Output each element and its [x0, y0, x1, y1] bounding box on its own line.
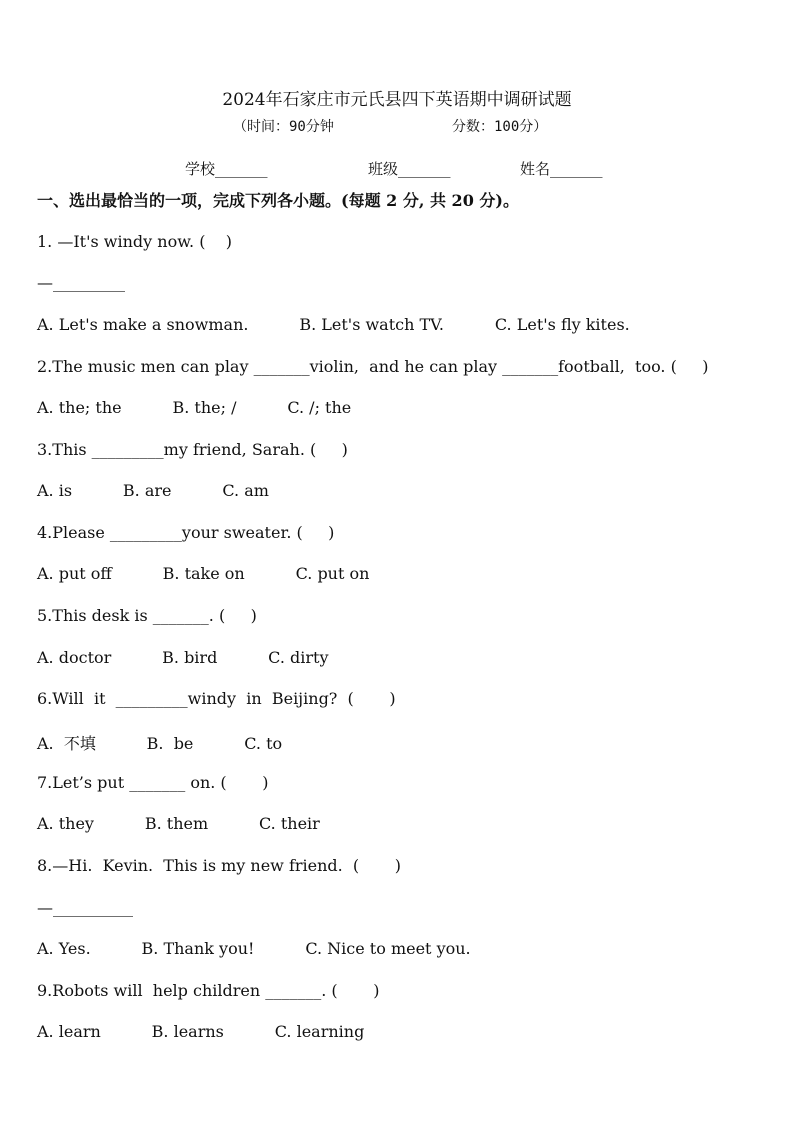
question-3-options[interactable]: A. is B. are C. am [37, 481, 269, 500]
total-score: 分数：100分） [452, 119, 548, 135]
question-8-options[interactable]: A. Yes. B. Thank you! C. Nice to meet you. [37, 939, 471, 958]
page-title: 2024年石家庄市元氏县四下英语期中调研试题 [222, 90, 572, 110]
question-5-options[interactable]: A. doctor B. bird C. dirty [37, 648, 329, 667]
question-1-options[interactable]: A. Let's make a snowman. B. Let's watch TV. C. Let's fly kites. [37, 315, 630, 334]
class-field[interactable]: 班级_______ [368, 160, 451, 178]
question-5: 5.This desk is _______. ( ) [37, 606, 257, 625]
section-heading: 一、选出最恰当的一项，完成下列各小题。(每题 2 分, 共 20 分)。 [37, 191, 519, 210]
question-8: 8.—Hi. Kevin. This is my new friend. ( ) [37, 856, 402, 875]
question-3: 3.This _________my friend, Sarah. ( ) [37, 440, 348, 459]
question-8-answer-line[interactable]: —__________ [37, 898, 133, 917]
question-1-answer-line[interactable]: —_________ [37, 273, 125, 292]
question-9-options[interactable]: A. learn B. learns C. learning [37, 1022, 365, 1041]
time-limit: （时间：90分钟 [233, 119, 334, 135]
question-6-options[interactable]: A. 不填 B. be C. to [37, 734, 283, 753]
school-field[interactable]: 学校_______ [185, 160, 268, 178]
question-2: 2.The music men can play _______violin, and he can play _______football, too. ( ) [37, 357, 709, 376]
name-field[interactable]: 姓名_______ [520, 160, 603, 178]
question-9: 9.Robots will help children _______. ( ) [37, 981, 380, 1000]
question-6: 6.Will it _________windy in Beijing? ( ) [37, 689, 396, 708]
question-7-options[interactable]: A. they B. them C. their [37, 814, 320, 833]
question-1: 1. —It's windy now. ( ) [37, 232, 233, 251]
question-2-options[interactable]: A. the; the B. the; / C. /; the [37, 398, 352, 417]
question-4: 4.Please _________your sweater. ( ) [37, 523, 335, 542]
question-4-options[interactable]: A. put off B. take on C. put on [37, 564, 370, 583]
question-7: 7.Let’s put _______ on. ( ) [37, 773, 269, 792]
